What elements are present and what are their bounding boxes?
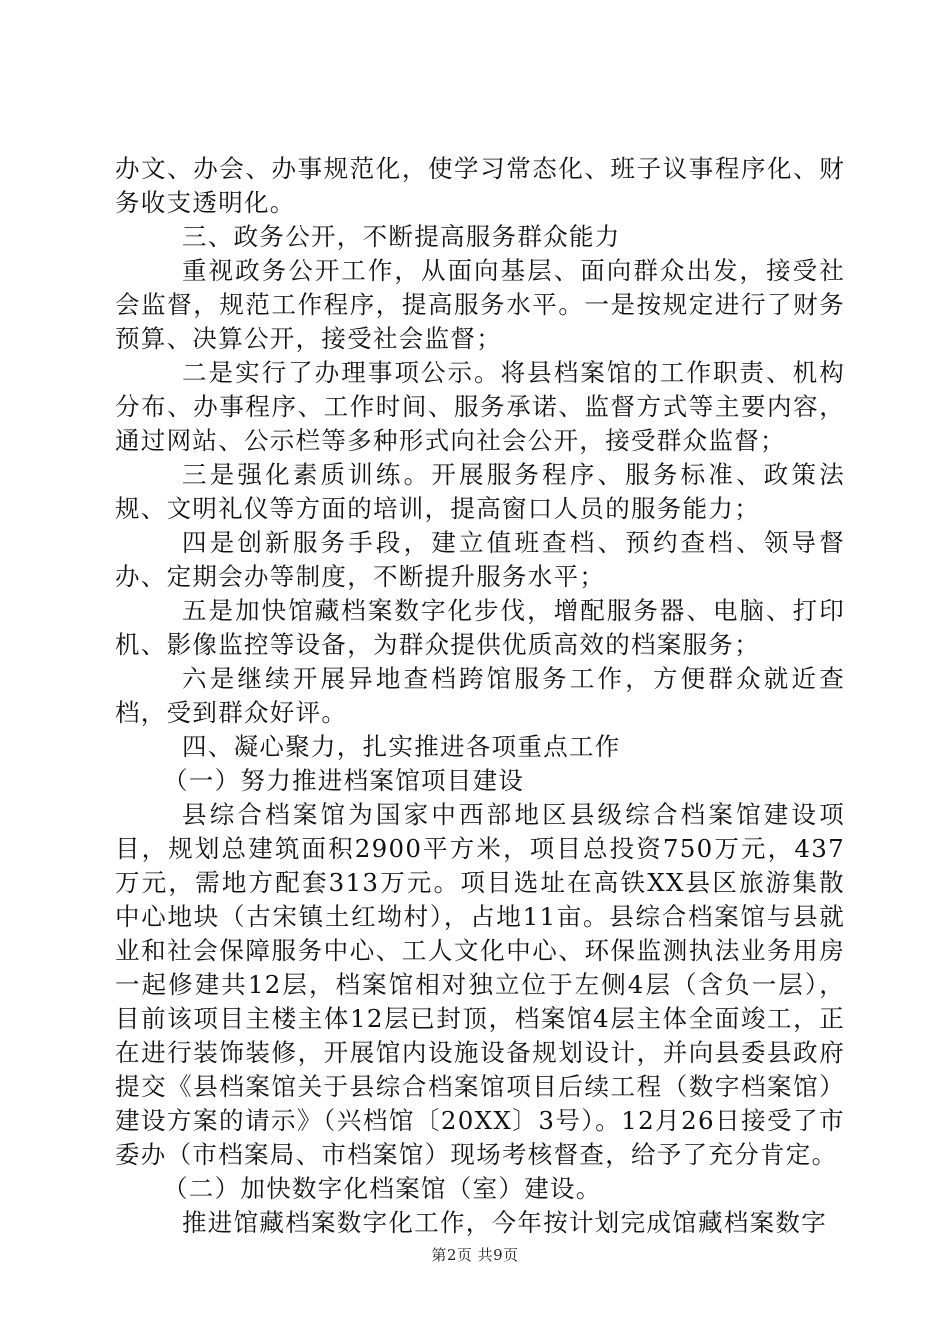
paragraph-item-six: 六是继续开展异地查档跨馆服务工作，方便群众就近查档，受到群众好评。 bbox=[115, 664, 845, 727]
paragraph-item-five: 五是加快馆藏档案数字化步伐，增配服务器、电脑、打印机、影像监控等设备，为群众提供优质高效的档案服务； bbox=[115, 596, 845, 659]
section-heading-three: 三、政务公开，不断提高服务群众能力 bbox=[182, 222, 621, 251]
paragraph-open-government: 重视政务公开工作，从面向基层、面向群众出发，接受社会监督，规范工作程序，提高服务水平。一是按规定进行了财务预算、决算公开，接受社会监督； bbox=[115, 256, 845, 353]
page-number-footer: 第2页 共9页 bbox=[431, 1246, 519, 1264]
paragraph-item-two: 二是实行了办理事项公示。将县档案馆的工作职责、机构分布、办事程序、工作时间、服务承诺、监督方式等主要内容，通过网站、公示栏等多种形式向社会公开，接受群众监督； bbox=[115, 358, 845, 455]
paragraph-continued: 办文、办会、办事规范化，使学习常态化、班子议事程序化、财务收支透明化。 bbox=[115, 154, 845, 217]
paragraph-item-four: 四是创新服务手段，建立值班查档、预约查档、领导督办、定期会办等制度，不断提升服务水平； bbox=[115, 528, 845, 591]
subsection-heading-two: （二）加快数字化档案馆（室）建设。 bbox=[163, 1174, 602, 1203]
paragraph-archive-project: 县综合档案馆为国家中西部地区县级综合档案馆建设项目，规划总建筑面积2900平方米，项目总投资750万元，437万元，需地方配套313万元。项目选址在高铁XX县区旅游集散中心地块（古宋镇土红坳村），占地11亩。县综合档案馆与县就业和社会保障服务中心、工人文化中心、环保监测执法业务用房一起修建共12层，档案馆相对独立位于左侧4层（含负一层），目前该项目主楼主体12层已封顶，档案馆4层主体全面竣工，正在进行装饰装修，开展馆内设施设备规划设计，并向县委县政府提交《县档案馆关于县综合档案馆项目后续工程（数字档案馆）建设方案的请示》（兴档馆〔20XX〕3号）。12月26日接受了市委办（市档案局、市档案馆）现场考核督查，给予了充分肯定。 bbox=[115, 800, 845, 1169]
section-heading-four: 四、凝心聚力，扎实推进各项重点工作 bbox=[182, 732, 621, 761]
subsection-heading-one: （一）努力推进档案馆项目建设 bbox=[163, 766, 525, 795]
document-body bbox=[115, 152, 845, 1240]
paragraph-digitization: 推进馆藏档案数字化工作，今年按计划完成馆藏档案数字 bbox=[182, 1208, 827, 1237]
paragraph-item-three: 三是强化素质训练。开展服务程序、服务标准、政策法规、文明礼仪等方面的培训，提高窗口人员的服务能力； bbox=[115, 460, 845, 523]
